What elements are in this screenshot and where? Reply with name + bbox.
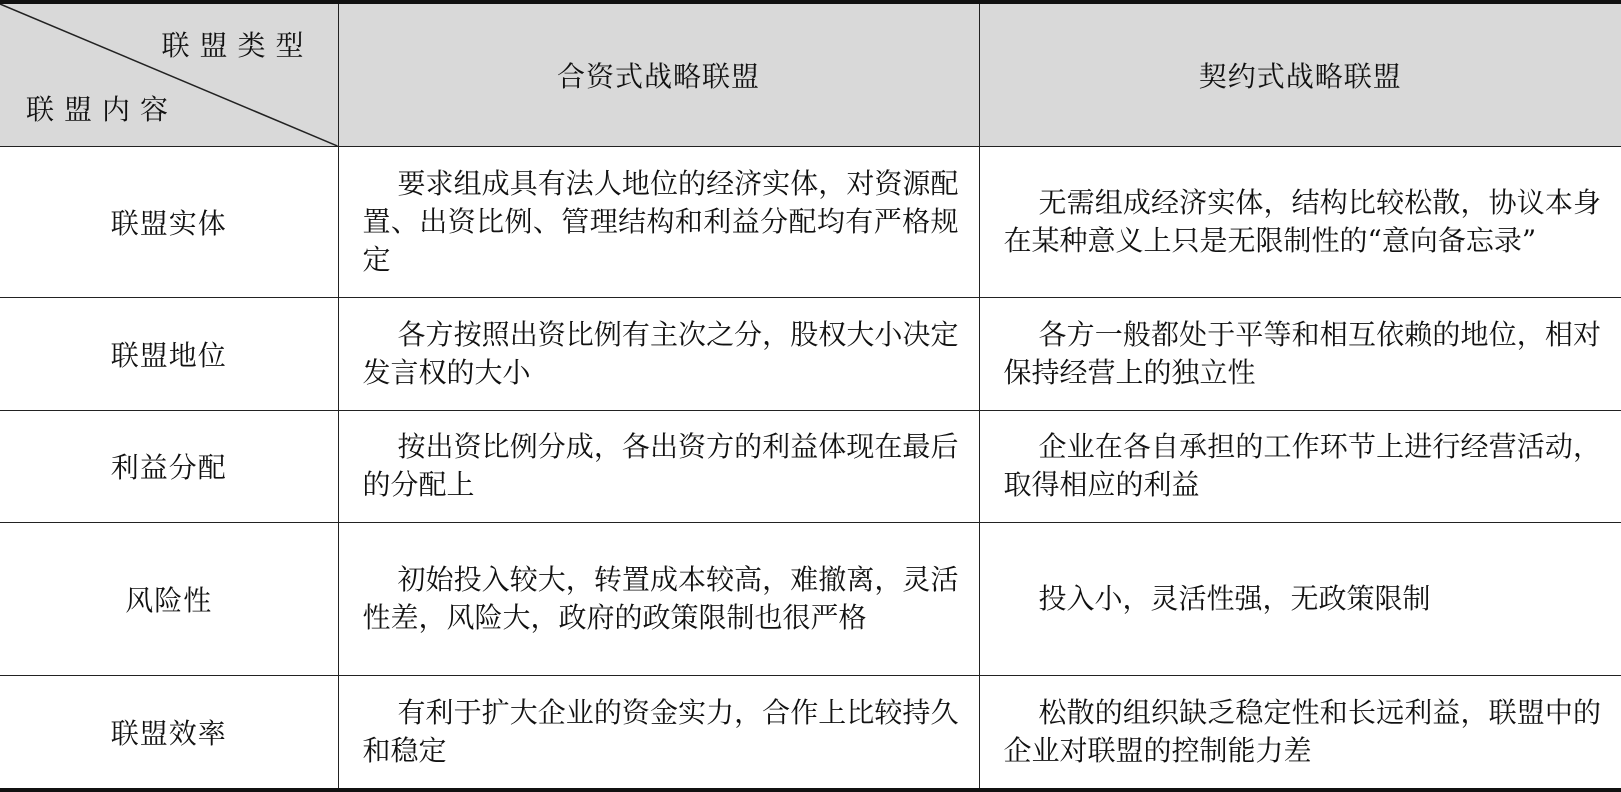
row-label: 联盟实体 bbox=[0, 147, 338, 298]
row-label: 联盟效率 bbox=[0, 676, 338, 790]
contract-cell: 投入小，灵活性强，无政策限制 bbox=[979, 523, 1621, 676]
row-label: 联盟地位 bbox=[0, 298, 338, 411]
contract-cell: 松散的组织缺乏稳定性和长远利益，联盟中的企业对联盟的控制能力差 bbox=[979, 676, 1621, 790]
equity-cell: 初始投入较大，转置成本较高，难撤离，灵活性差，风险大，政府的政策限制也很严格 bbox=[338, 523, 979, 676]
table-row bbox=[0, 410, 1621, 523]
contract-cell: 无需组成经济实体，结构比较松散，协议本身在某种意义上只是无限制性的“意向备忘录” bbox=[979, 147, 1621, 298]
corner-top-label: 联盟类型 bbox=[161, 29, 314, 62]
corner-header-cell bbox=[0, 2, 338, 147]
table-row bbox=[0, 298, 1621, 411]
equity-cell: 各方按照出资比例有主次之分，股权大小决定发言权的大小 bbox=[338, 298, 979, 411]
equity-cell: 有利于扩大企业的资金实力，合作上比较持久和稳定 bbox=[338, 676, 979, 790]
header-row bbox=[0, 2, 1621, 147]
row-label: 风险性 bbox=[0, 523, 338, 676]
contract-cell: 各方一般都处于平等和相互依赖的地位，相对保持经营上的独立性 bbox=[979, 298, 1621, 411]
equity-cell: 按出资比例分成，各出资方的利益体现在最后的分配上 bbox=[338, 410, 979, 523]
contract-cell: 企业在各自承担的工作环节上进行经营活动，取得相应的利益 bbox=[979, 410, 1621, 523]
column-header-contract: 契约式战略联盟 bbox=[979, 2, 1621, 147]
equity-cell: 要求组成具有法人地位的经济实体，对资源配置、出资比例、管理结构和利益分配均有严格规定 bbox=[338, 147, 979, 298]
column-header-equity: 合资式战略联盟 bbox=[338, 2, 979, 147]
corner-bottom-label: 联盟内容 bbox=[26, 93, 179, 127]
table-row bbox=[0, 676, 1621, 790]
table-row bbox=[0, 523, 1621, 676]
table-row bbox=[0, 147, 1621, 298]
row-label: 利益分配 bbox=[0, 410, 338, 523]
